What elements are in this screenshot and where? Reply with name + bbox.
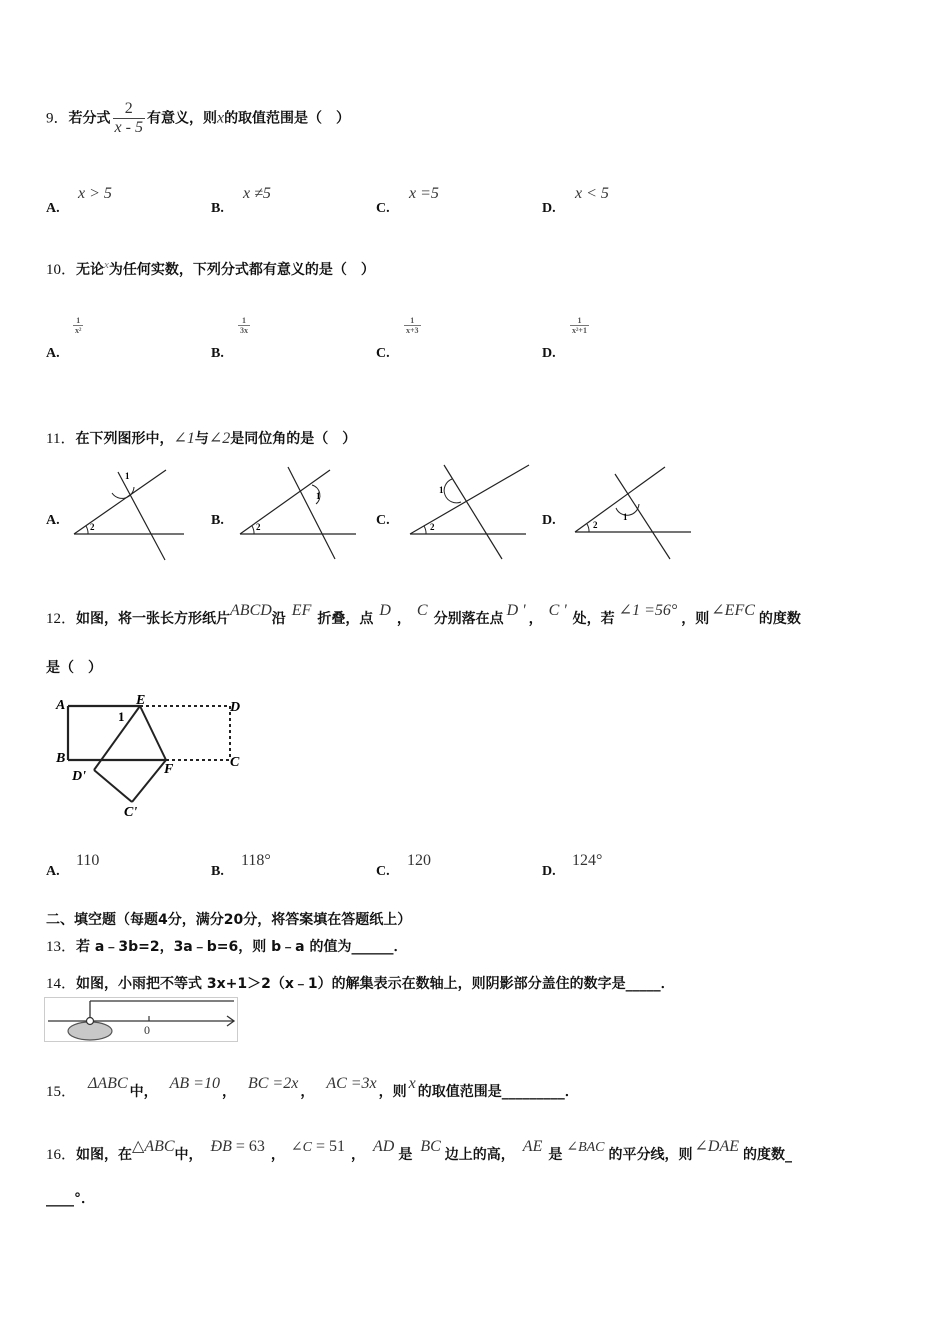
q12-option-d-text: 124° bbox=[572, 852, 603, 869]
q15-math-x: x bbox=[408, 1075, 416, 1092]
q12-fig-f: F bbox=[164, 762, 174, 777]
q16-stem bbox=[46, 1136, 792, 1164]
q9-text-mid: 有意义，则 bbox=[146, 110, 217, 127]
q10-option-d-label[interactable]: D. bbox=[542, 346, 556, 361]
q12-fig-e: E bbox=[136, 693, 146, 708]
q10-option-c-label[interactable]: C. bbox=[376, 346, 390, 361]
q15-stem bbox=[46, 1075, 579, 1101]
q13-stem bbox=[46, 935, 407, 956]
q9-frac-den: x - 5 bbox=[114, 119, 143, 136]
q11-angle2: ∠2 bbox=[208, 430, 231, 447]
q14-stem bbox=[46, 972, 675, 993]
q12-math-angle1: ∠1 =56° bbox=[618, 602, 678, 619]
q13-number: 13． bbox=[46, 939, 77, 955]
q9-option-c-text: x =5 bbox=[409, 185, 439, 202]
q16-math-angle-bac: ∠BAC bbox=[566, 1140, 605, 1155]
q12-fig-cprime: C' bbox=[124, 805, 138, 820]
q16-math-ad: AD bbox=[373, 1138, 395, 1155]
q9-frac-num: 2 bbox=[113, 100, 145, 119]
q11-c-mark2: 2 bbox=[430, 522, 435, 532]
q10-var: x bbox=[104, 259, 109, 271]
q10-d-den: x²+1 bbox=[572, 326, 587, 335]
q11-d-mark2: 2 bbox=[593, 520, 598, 530]
q11-a-mark1: 1 bbox=[125, 471, 130, 481]
q12-math-abcd: ABCD bbox=[230, 602, 272, 619]
q12-text-2: 沿 bbox=[271, 611, 286, 627]
q10-option-a-label[interactable]: A. bbox=[46, 346, 60, 361]
q11-text-after: 是同位角的是（ ） bbox=[230, 431, 357, 447]
section-2-heading: 二、填空题（每题4分，满分20分，将答案填在答题纸上） bbox=[46, 912, 412, 928]
q15-math-triangle: ΔABC bbox=[88, 1075, 128, 1092]
q12-stem bbox=[46, 600, 801, 628]
q12-fig-b: B bbox=[56, 751, 66, 766]
q9-option-d-label[interactable]: D. bbox=[542, 201, 556, 216]
q11-figure-b bbox=[236, 462, 361, 562]
q12-text-5: 分别落在点 bbox=[433, 611, 504, 627]
q16-text-9: 的度数_ bbox=[743, 1147, 793, 1163]
q16-math-triangle: △ABC bbox=[132, 1138, 175, 1155]
q9-number: 9． bbox=[46, 110, 69, 127]
q12-math-ef: EF bbox=[291, 602, 312, 619]
q11-a-mark2: 2 bbox=[90, 522, 95, 532]
q11-figure-c bbox=[406, 462, 531, 562]
q16-math-value-51: = 51 bbox=[315, 1138, 346, 1155]
q11-option-a-label[interactable]: A. bbox=[46, 513, 60, 528]
q9-option-d-text: x < 5 bbox=[575, 185, 609, 202]
q10-option-a-fraction bbox=[73, 316, 83, 335]
q10-option-b-fraction bbox=[238, 316, 250, 335]
q10-text-after: 为任何实数，下列分式都有意义的是（ ） bbox=[108, 262, 375, 278]
q16-math-value-63: = 63 bbox=[235, 1138, 265, 1155]
q12-text-6: ， bbox=[528, 611, 543, 627]
q15-number: 15． bbox=[46, 1084, 77, 1100]
q12-option-c-label[interactable]: C. bbox=[376, 864, 390, 879]
q10-a-num: 1 bbox=[73, 316, 83, 326]
q16-math-angle-c: ∠C bbox=[290, 1140, 312, 1155]
q12-fig-c: C bbox=[230, 755, 240, 770]
q16-text-2: 中， bbox=[174, 1147, 203, 1163]
q14-zero-tick: 0 bbox=[144, 1023, 150, 1037]
q15-text-3: ， bbox=[300, 1084, 315, 1100]
q9-text-before: 若分式 bbox=[68, 110, 111, 127]
q12-text-7: 处，若 bbox=[572, 611, 615, 627]
q12-stem-line2: 是（ ） bbox=[46, 660, 102, 676]
q14-number-line bbox=[44, 997, 240, 1043]
q12-fig-a: A bbox=[56, 698, 66, 713]
q10-a-den: x² bbox=[75, 326, 82, 335]
q16-text-1: 如图，在 bbox=[76, 1147, 133, 1163]
q11-figure-a bbox=[70, 462, 190, 562]
q12-math-d: D bbox=[379, 602, 391, 619]
q10-stem bbox=[46, 258, 375, 279]
q9-option-a-text: x > 5 bbox=[78, 185, 112, 202]
q12-text-8: ，则 bbox=[681, 611, 710, 627]
q12-math-c: C bbox=[416, 602, 428, 619]
q10-text-before: 无论 bbox=[76, 262, 105, 278]
q9-option-a-label[interactable]: A. bbox=[46, 201, 60, 216]
q9-text-after: 的取值范围是（ ） bbox=[224, 110, 351, 127]
q11-option-c-label[interactable]: C. bbox=[376, 513, 390, 528]
q11-option-b-label[interactable]: B. bbox=[211, 513, 224, 528]
q12-option-c-text: 120 bbox=[407, 852, 431, 869]
q11-number: 11． bbox=[46, 431, 76, 447]
q16-text-3: ， bbox=[270, 1147, 285, 1163]
q16-text-7: 是 bbox=[548, 1147, 563, 1163]
q15-math-ac: AC =3x bbox=[326, 1075, 377, 1092]
q11-d-mark1: 1 bbox=[623, 512, 628, 522]
q12-fig-dprime: D' bbox=[72, 769, 86, 784]
q9-fraction bbox=[113, 100, 145, 137]
q16-text-8: 的平分线，则 bbox=[608, 1147, 693, 1163]
q9-stem bbox=[46, 100, 350, 137]
q12-fig-angle1: 1 bbox=[118, 709, 125, 724]
q16-math-bc: BC bbox=[420, 1138, 441, 1155]
q10-option-b-label[interactable]: B. bbox=[211, 346, 224, 361]
q12-math-angle-efc: ∠EFC bbox=[711, 602, 755, 619]
q14-number: 14． bbox=[46, 976, 77, 992]
q12-number: 12． bbox=[46, 611, 77, 627]
q14-text: 如图，小雨把不等式 3x+1＞2（x﹣1）的解集表示在数轴上，则阴影部分盖住的数字是_____． bbox=[76, 976, 675, 992]
q12-text-9: 的度数 bbox=[758, 611, 801, 627]
q11-c-mark1: 1 bbox=[439, 485, 444, 495]
q15-math-bc: BC =2x bbox=[247, 1075, 299, 1092]
q11-b-mark2: 2 bbox=[256, 522, 261, 532]
q12-math-dprime: D ' bbox=[506, 602, 526, 619]
q12-option-b-text: 118° bbox=[241, 852, 271, 869]
q16-text-4: ， bbox=[351, 1147, 366, 1163]
q12-option-a-text: 110 bbox=[76, 852, 100, 869]
q16-text-5: 是 bbox=[398, 1147, 413, 1163]
q11-stem bbox=[46, 427, 356, 448]
q15-text-2: ， bbox=[221, 1084, 236, 1100]
q10-b-num: 1 bbox=[238, 316, 250, 326]
q10-number: 10． bbox=[46, 262, 77, 278]
q10-option-c-fraction bbox=[404, 316, 421, 335]
q16-math-angle-b: ÐB bbox=[210, 1138, 232, 1155]
q12-figure bbox=[52, 690, 252, 825]
q12-option-d-label[interactable]: D. bbox=[542, 864, 556, 879]
q10-d-num: 1 bbox=[570, 316, 589, 326]
q16-stem-line2: ____°． bbox=[46, 1191, 95, 1207]
q11-b-mark1: 1 bbox=[316, 491, 321, 501]
q9-option-b-label[interactable]: B. bbox=[211, 201, 224, 216]
q11-figure-d bbox=[571, 462, 696, 562]
q9-option-b-text: x ≠5 bbox=[243, 185, 271, 202]
q10-option-d-fraction bbox=[570, 316, 589, 335]
q16-number: 16． bbox=[46, 1147, 77, 1163]
q16-text-6: 边上的高， bbox=[444, 1147, 515, 1163]
q9-var: x bbox=[216, 109, 225, 127]
q11-option-d-label[interactable]: D. bbox=[542, 513, 556, 528]
q12-text-4: ， bbox=[396, 611, 411, 627]
q16-math-ae: AE bbox=[522, 1138, 543, 1155]
q10-c-den: x+3 bbox=[406, 326, 419, 335]
q10-c-num: 1 bbox=[404, 316, 421, 326]
q15-math-ab: AB =10 bbox=[169, 1075, 220, 1092]
q15-text-1: 中， bbox=[129, 1084, 158, 1100]
q10-b-den: 3x bbox=[240, 326, 248, 335]
q13-text: 若 a﹣3b=2，3a﹣b=6，则 b﹣a 的值为______． bbox=[76, 939, 408, 955]
q12-math-cprime: C ' bbox=[548, 602, 567, 619]
q15-text-5: 的取值范围是_________． bbox=[417, 1084, 579, 1100]
q15-text-4: ，则 bbox=[378, 1084, 407, 1100]
q11-text-before: 在下列图形中， bbox=[75, 431, 174, 447]
q9-option-c-label[interactable]: C. bbox=[376, 201, 390, 216]
q12-fig-d: D bbox=[230, 700, 241, 715]
q12-text-3: 折叠，点 bbox=[317, 611, 374, 627]
q11-angle1: ∠1 bbox=[173, 430, 195, 447]
q11-text-mid: 与 bbox=[194, 431, 209, 447]
q12-option-b-label[interactable]: B. bbox=[211, 864, 224, 879]
q12-text-1: 如图，将一张长方形纸片 bbox=[76, 611, 231, 627]
q16-math-angle-dae: ∠DAE bbox=[694, 1138, 740, 1155]
q12-option-a-label[interactable]: A. bbox=[46, 864, 60, 879]
